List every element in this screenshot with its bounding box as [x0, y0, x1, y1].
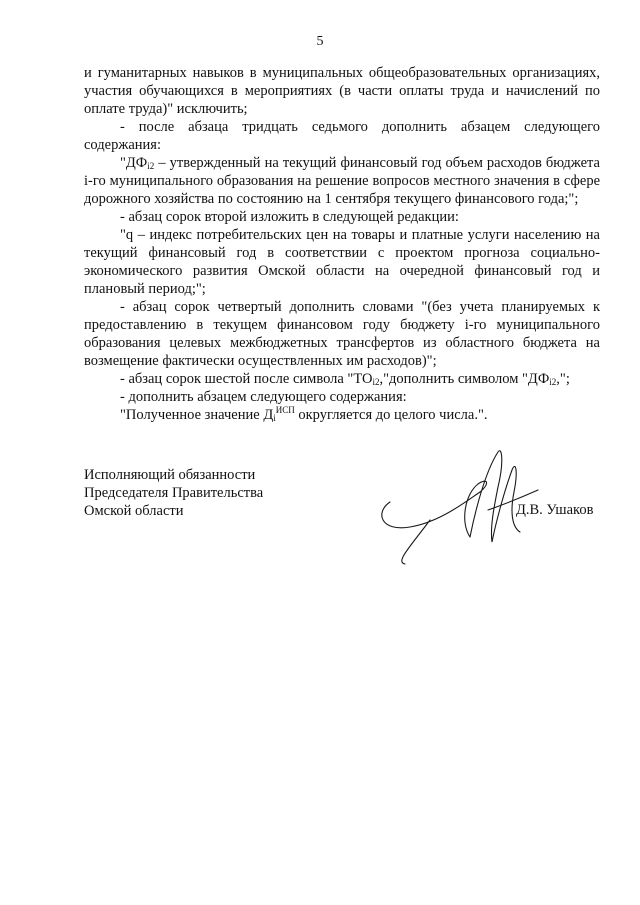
signatory-title-line-3: Омской области [84, 503, 184, 519]
signatory-title-line-1: Исполняющий обязанности [84, 467, 256, 483]
paragraph-2: - после абзаца тридцать седьмого дополнить абзацем следующего содержания: [84, 119, 600, 153]
paragraph-9: "Полученное значение $Д_i^{ИСП}$ округляется до целого числа.". [120, 405, 488, 423]
paragraph-4: - абзац сорок второй изложить в следующей редакции: [120, 209, 459, 225]
paragraph-3: "$ДФ_{i2}$ – утвержденный на текущий финансовый год объем расходов бюджета i-го муниципального образования на решение вопросов местного значения в сфере дорожного хозяйства по состоянию на 1 сентября текущего финансового года;"; [84, 155, 600, 207]
document-body [84, 64, 600, 424]
paragraph-1: и гуманитарных навыков в муниципальных общеобразовательных организациях, участия обучающихся в мероприятиях (в части оплаты труда и начислений по оплате труда)" исключить; [84, 65, 600, 117]
paragraph-7: - абзац сорок шестой после символа "$ТО_{i2},"дополнить$ символом "$ДФ_{i2}$,"; [120, 371, 570, 387]
page-number: 5 [316, 34, 324, 49]
paragraph-6: - абзац сорок четвертый дополнить словами "(без учета планируемых к предоставлению в текущем финансовом году бюджету i-го муниципального образования целевых межбюджетных трансфертов из областного бюджета на возмещение фактически осуществленных им расходов)"; [84, 299, 600, 369]
paragraph-5: "q – индекс потребительских цен на товары и платные услуги населению на текущий финансовый год в соответствии с проектом прогноза социально-экономического развития Омской области на очередной финансовый год и плановый период;"; [84, 227, 600, 297]
signatory-name: Д.В. Ушаков [516, 502, 594, 518]
signatory-title-line-2: Председателя Правительства [84, 485, 264, 501]
signatory-title [84, 466, 263, 520]
paragraph-8: - дополнить абзацем следующего содержания: [120, 389, 407, 405]
